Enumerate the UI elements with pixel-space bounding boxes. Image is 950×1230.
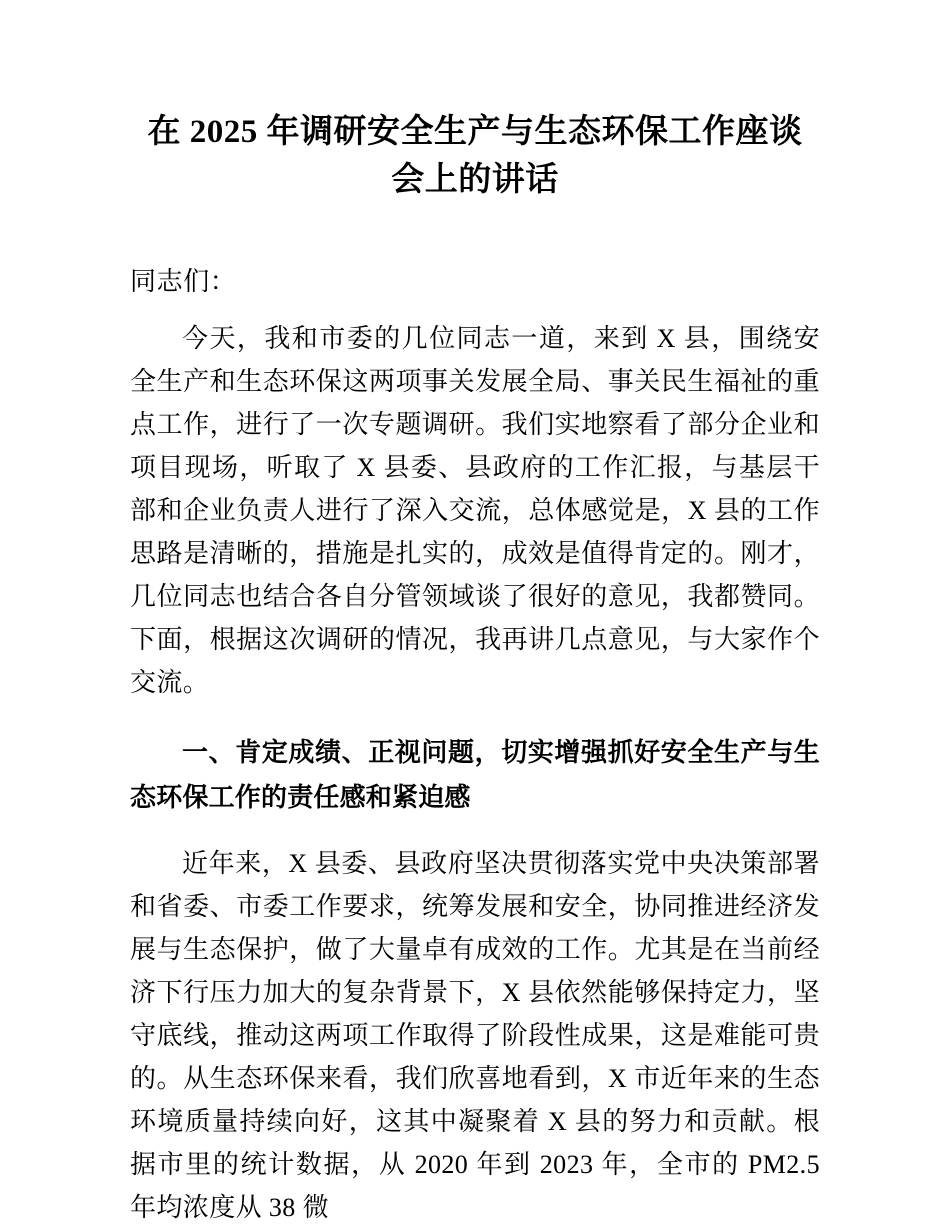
paragraph-1: 今天，我和市委的几位同志一道，来到 X 县，围绕安全生产和生态环保这两项事关发展全局、事关民生福祉的重点工作，进行了一次专题调研。我们实地察看了部分企业和项目现场，听取了 X 县委、县政府的工作汇报，与基层干部和企业负责人进行了深入交流，总体感觉是，X 县的工作思路是清晰的，措施是扎实的，成效是值得肯定的。刚才，几位同志也结合各自分管领域谈了很好的意见，我都赞同。下面，根据这次调研的情况，我再讲几点意见，与大家作个交流。 bbox=[130, 324, 820, 697]
salutation: 同志们： bbox=[130, 267, 237, 296]
section-heading-1: 一、肯定成绩、正视问题，切实增强抓好安全生产与生态环保工作的责任感和紧迫感 bbox=[130, 737, 820, 812]
title-line-1: 在 2025 年调研安全生产与生态环保工作座谈 bbox=[147, 114, 803, 150]
page-title bbox=[130, 0, 820, 204]
paragraph-2: 近年来，X 县委、县政府坚决贯彻落实党中央决策部署和省委、市委工作要求，统筹发展和安全，协同推进经济发展与生态保护，做了大量卓有成效的工作。尤其是在当前经济下行压力加大的复杂背景下，X 县依然能够保持定力，坚守底线，推动这两项工作取得了阶段性成果，这是难能可贵的。从生态环保来看，我们欣喜地看到，X 市近年来的生态环境质量持续向好，这其中凝聚着 X 县的努力和贡献。根据市里的统计数据，从 2020 年到 2023 年，全市的 PM2.5 年均浓度从 38 微 bbox=[130, 849, 820, 1222]
title-line-2: 会上的讲话 bbox=[391, 162, 559, 198]
document-content bbox=[130, 0, 820, 1229]
